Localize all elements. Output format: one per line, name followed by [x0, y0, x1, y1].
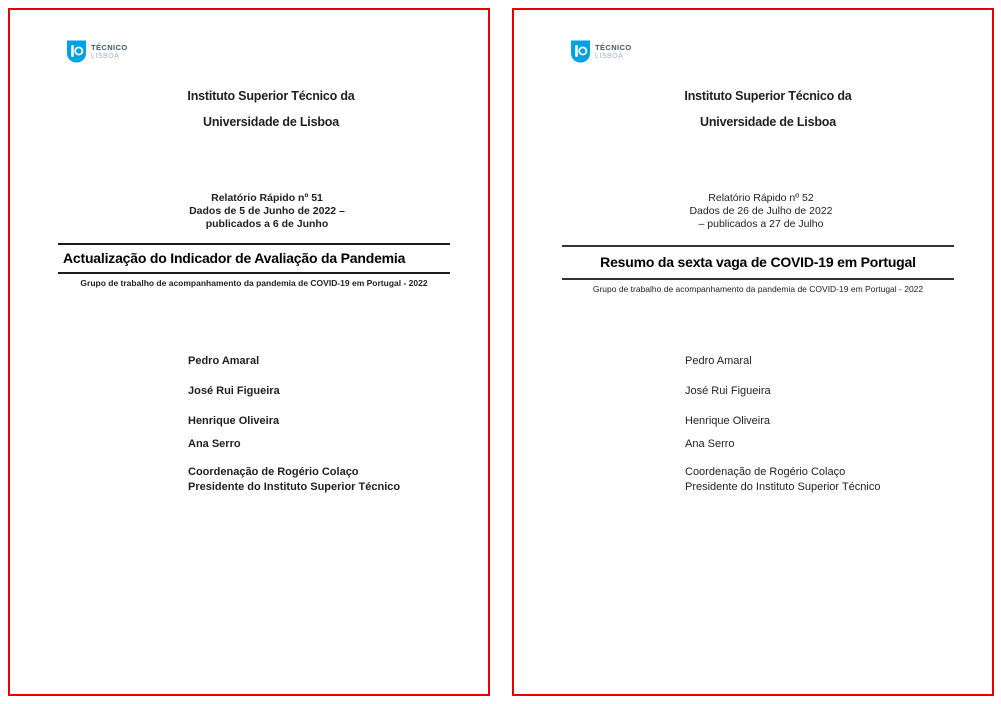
institution-line2: Universidade de Lisboa: [700, 115, 836, 129]
report-title: Actualização do Indicador de Avaliação da Pandemia: [58, 243, 450, 274]
institution-line2: Universidade de Lisboa: [203, 115, 339, 129]
logo-lisboa-label: LISBOA: [595, 52, 624, 60]
tecnico-shield-icon: [570, 40, 591, 63]
report-title: Resumo da sexta vaga de COVID-19 em Portugal: [562, 245, 954, 280]
author-name: Pedro Amaral: [685, 355, 752, 367]
report-date-line2: publicados a 6 de Junho: [205, 218, 329, 230]
authors-list: [188, 355, 400, 495]
author-name: Henrique Oliveira: [685, 415, 770, 427]
report-number: Relatório Rápido nº 52: [708, 192, 814, 204]
report-number: Relatório Rápido nº 51: [211, 192, 323, 204]
report-info: [522, 192, 1000, 231]
coordination-note: [188, 465, 400, 495]
logo-tecnico-label: TÉCNICO: [91, 42, 128, 52]
tecnico-lisboa-logo: [570, 40, 632, 63]
coordination-line2: Presidente do Instituto Superior Técnico: [188, 481, 401, 493]
logo-wordmark: [595, 44, 632, 60]
report-date-line1: Dados de 26 de Julho de 2022: [689, 205, 833, 217]
logo-lisboa-label: LISBOA: [91, 52, 120, 60]
report-date-line1: Dados de 5 de Junho de 2022 –: [189, 205, 345, 217]
report-info: [28, 192, 506, 231]
tecnico-shield-icon: [66, 40, 87, 63]
title-block: [562, 245, 954, 294]
logo-tecnico-label: TÉCNICO: [595, 42, 632, 52]
author-name: Pedro Amaral: [188, 355, 260, 367]
report-cover-page-52: [512, 8, 994, 696]
institution-header: [529, 83, 1001, 135]
institution-line1: Instituto Superior Técnico da: [684, 89, 852, 103]
logo-wordmark: [91, 44, 128, 60]
report-subtitle: Grupo de trabalho de acompanhamento da pandemia de COVID-19 em Portugal - 2022: [592, 284, 924, 294]
coordination-line1: Coordenação de Rogério Colaço: [685, 466, 846, 478]
institution-header: [32, 83, 510, 135]
coordination-line1: Coordenação de Rogério Colaço: [188, 466, 359, 478]
authors-list: [685, 355, 880, 495]
author-name: Henrique Oliveira: [188, 415, 280, 427]
author-name: Ana Serro: [188, 438, 241, 450]
report-date-line2: – publicados a 27 de Julho: [698, 218, 824, 230]
institution-line1: Instituto Superior Técnico da: [187, 89, 355, 103]
author-name: Ana Serro: [685, 438, 735, 450]
coordination-line2: Presidente do Instituto Superior Técnico: [685, 481, 881, 493]
report-cover-page-51: [8, 8, 490, 696]
title-block: [58, 243, 450, 288]
author-name: José Rui Figueira: [685, 385, 771, 397]
coordination-note: [685, 465, 880, 495]
report-subtitle: Grupo de trabalho de acompanhamento da pandemia de COVID-19 em Portugal - 2022: [80, 278, 428, 288]
tecnico-lisboa-logo: [66, 40, 128, 63]
author-name: José Rui Figueira: [188, 385, 280, 397]
